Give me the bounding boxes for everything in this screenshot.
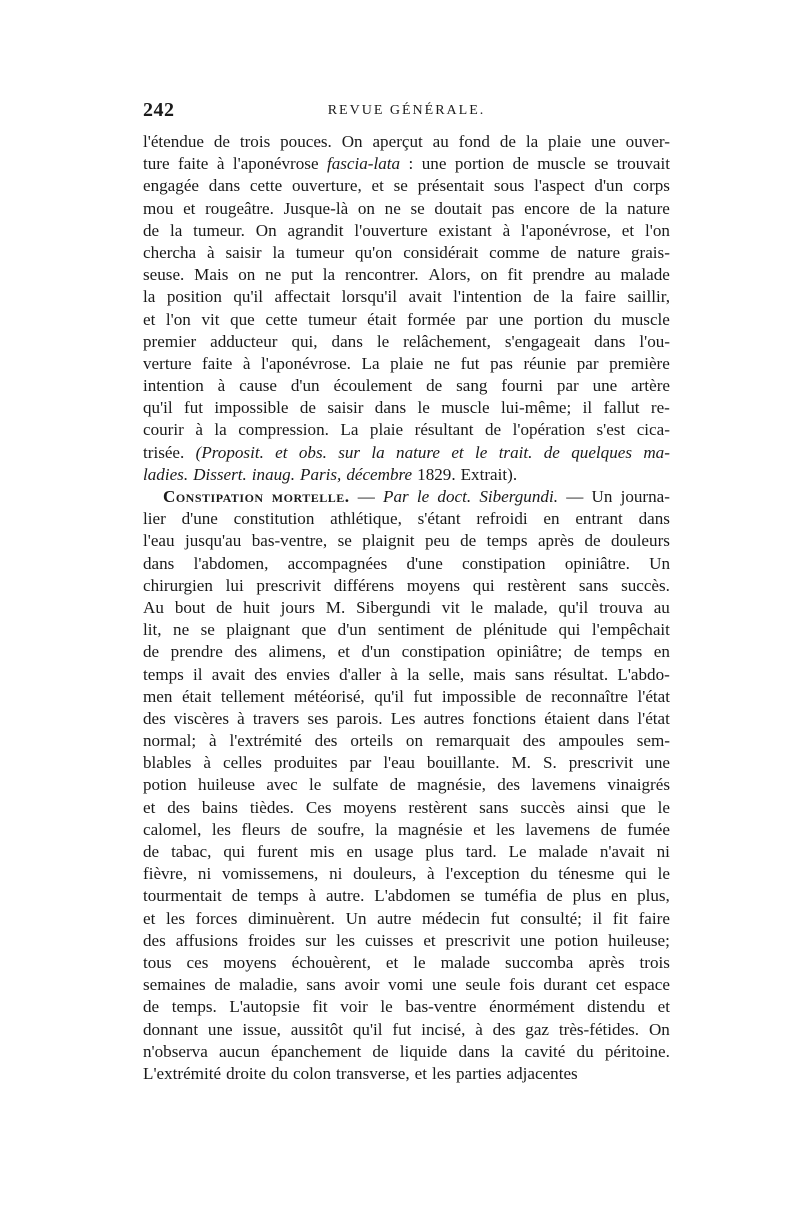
text-line: potion huileuse avec le sulfate de magnésie, des lavemens vinaigrés: [143, 775, 670, 795]
text-line: tourmentait de temps à autre. L'abdomen se tuméfia de plus en plus,: [143, 886, 670, 906]
text-line: des affusions froides sur les cuisses et prescrivit une potion huileuse;: [143, 930, 670, 950]
running-head: REVUE GÉNÉRALE.: [327, 103, 486, 118]
text-line: mou et rougeâtre. Jusque-là on ne se doutait pas encore de la nature: [143, 198, 670, 218]
text-line: blables à celles produites par l'eau bouillante. M. S. prescrivit une: [143, 753, 670, 773]
text-line: Constipation mortelle. — Par le doct. Sibergundi. — Un journa-: [163, 487, 670, 506]
text-line: seuse. Mais on ne put la rencontrer. Alors, on fit prendre au malade: [143, 265, 670, 285]
text-line: chercha à saisir la tumeur qu'on considérait comme de nature grais-: [143, 242, 670, 262]
text-line: ladies. Dissert. inaug. Paris, décembre 1829. Extrait).: [143, 464, 518, 484]
text-line: semaines de maladie, sans avoir vomi une seule fois durant cet espace: [143, 975, 670, 995]
text-line: des viscères à travers ses parois. Les autres fonctions étaient dans l'état: [143, 708, 670, 728]
text-line: donnant une issue, aussitôt qu'il fut incisé, à des gaz très-fétides. On: [143, 1019, 670, 1039]
text-line: dans l'abdomen, accompagnées d'une constipation opiniâtre. Un: [143, 553, 670, 573]
text-line: lit, ne se plaignant que d'un sentiment de plénitude qui l'empêchait: [143, 620, 670, 640]
page-number: 242: [143, 99, 175, 121]
text-line: de temps. L'autopsie fit voir le bas-ventre énormément distendu et: [143, 997, 670, 1017]
text-line: temps il avait des envies d'aller à la selle, mais sans résultat. L'abdo-: [143, 664, 670, 684]
text-line: et l'on vit que cette tumeur était formée par une portion du muscle: [143, 309, 670, 329]
body-text: [143, 131, 670, 1085]
text-line: l'eau jusqu'au bas-ventre, se plaignit peu de temps après de douleurs: [143, 531, 670, 551]
text-line: chirurgien lui prescrivit différens moyens qui restèrent sans succès.: [143, 575, 670, 595]
text-line: courir à la compression. La plaie résultant de l'opération s'est cica-: [143, 420, 670, 440]
text-line: lier d'une constitution athlétique, s'étant refroidi en entrant dans: [143, 509, 670, 529]
text-line: fièvre, ni vomissemens, ni douleurs, à l'exception du ténesme qui le: [143, 864, 670, 884]
text-line: n'observa aucun épanchement de liquide dans la cavité du péritoine.: [143, 1041, 670, 1061]
text-line: de prendre des alimens, et d'un constipation opiniâtre; de temps en: [143, 642, 670, 662]
text-line: de la tumeur. On agrandit l'ouverture existant à l'aponévrose, et l'on: [143, 220, 670, 240]
page-header: [143, 99, 670, 123]
text-line: premier adducteur qui, dans le relâchement, s'engageait dans l'ou-: [143, 331, 670, 351]
text-line: trisée. (Proposit. et obs. sur la nature et le trait. de quelques ma-: [143, 442, 670, 462]
text-line: men était tellement météorisé, qu'il fut impossible de reconnaître l'état: [143, 686, 670, 706]
text-line: normal; à l'extrémité des orteils on remarquait des ampoules sem-: [143, 731, 670, 751]
text-line: Au bout de huit jours M. Sibergundi vit le malade, qu'il trouva au: [143, 597, 670, 617]
text-line: ture faite à l'aponévrose fascia-lata : une portion de muscle se trouvait: [143, 154, 670, 174]
text-line: la position qu'il affectait lorsqu'il avait l'intention de la faire saillir,: [143, 287, 670, 307]
text-line: et les forces diminuèrent. Un autre médecin fut consulté; il fit faire: [143, 908, 670, 928]
text-line: tous ces moyens échouèrent, et le malade succomba après trois: [143, 952, 670, 972]
text-line: et des bains tièdes. Ces moyens restèrent sans succès ainsi que le: [143, 797, 670, 817]
text-line: qu'il fut impossible de saisir dans le muscle lui-même; il fallut re-: [143, 398, 670, 418]
text-line: verture faite à l'aponévrose. La plaie ne fut pas réunie par première: [143, 353, 670, 373]
text-line: engagée dans cette ouverture, et se présentait sous l'aspect d'un corps: [143, 176, 670, 196]
text-line: de tabac, qui furent mis en usage plus tard. Le malade n'avait ni: [143, 842, 670, 861]
text-line: intention à cause d'un écoulement de sang fourni par une artère: [143, 376, 670, 396]
text-line: calomel, les fleurs de soufre, la magnésie et les lavemens de fumée: [143, 819, 670, 839]
text-line: L'extrémité droite du colon transverse, et les parties adjacentes: [143, 1063, 578, 1083]
text-line: l'étendue de trois pouces. On aperçut au fond de la plaie une ouver-: [143, 132, 670, 151]
